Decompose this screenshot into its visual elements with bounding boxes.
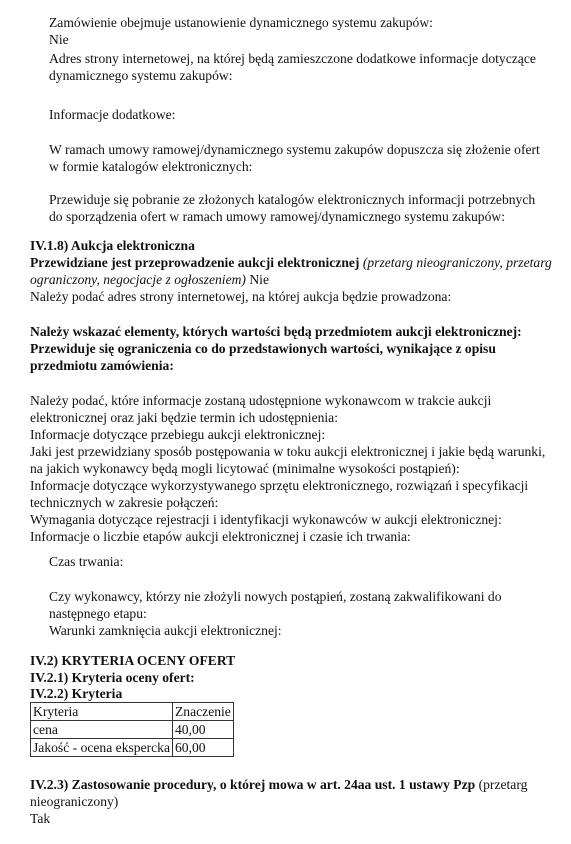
table-cell: 40,00: [173, 721, 234, 739]
auction-address-label: Należy podać adres strony internetowej, na której aukcja będzie prowadzona:: [30, 289, 452, 304]
auction-info-line: Informacje o liczbie etapów aukcji elektronicznej i czasie ich trwania:: [30, 529, 411, 544]
auction-closing-label: Warunki zamknięcia aukcji elektronicznej:: [49, 623, 282, 638]
auction-heading: IV.1.8) Aukcja elektroniczna: [30, 238, 195, 253]
criteria-sub1: IV.2.1) Kryteria oceny ofert:: [30, 670, 195, 685]
auction-elements-label: Należy wskazać elementy, których wartości będą przedmiotem aukcji elektronicznej:: [30, 324, 522, 339]
table-cell: cena: [31, 721, 173, 739]
dsz-label: Zamówienie obejmuje ustanowienie dynamicznego systemu zakupów:: [49, 15, 433, 30]
procedure-value: Tak: [30, 811, 51, 826]
auction-info-line: Informacje dotyczące wykorzystywanego sprzętu elektronicznego, rozwiązań i specyfikacji technicznych w zakresie połączeń:: [30, 478, 529, 510]
table-header-row: [31, 703, 234, 721]
criteria-table: [30, 702, 234, 757]
criteria-sub2: IV.2.2) Kryteria: [30, 686, 123, 701]
auction-duration-label: Czas trwania:: [49, 554, 124, 569]
auction-planned: [30, 254, 557, 288]
procedure-note: (przetarg nieograniczony): [30, 777, 528, 809]
auction-planned-note: (przetarg nieograniczony, przetarg ograniczony, negocjacje z ogłoszeniem): [30, 255, 552, 287]
table-header-cell: Znaczenie: [173, 703, 234, 721]
table-cell: Jakość - ocena ekspercka: [31, 739, 173, 757]
auction-info-list: [30, 392, 557, 545]
table-header-cell: Kryteria: [31, 703, 173, 721]
table-cell: 60,00: [173, 739, 234, 757]
procedure-block: [30, 776, 557, 810]
auction-qualify-label: Czy wykonawcy, którzy nie złożyli nowych postąpień, zostaną zakwalifikowani do następnego etapu:: [49, 589, 502, 621]
dsz-address-label: Adres strony internetowej, na której będą zamieszczone dodatkowe informacje dotyczące dynamicznego systemu zakupów:: [49, 51, 536, 83]
table-row: [31, 739, 234, 757]
criteria-heading: IV.2) KRYTERIA OCENY OFERT: [30, 653, 236, 668]
auction-info-line: Wymagania dotyczące rejestracji i identyfikacji wykonawców w aukcji elektronicznej:: [30, 512, 502, 527]
dsz-download-text: Przewiduje się pobranie ze złożonych katalogów elektronicznych informacji potrzebnych do sporządzenia ofert w ramach umowy ramowej/dynamicznego systemu zakupów:: [49, 192, 536, 224]
dsz-info-label: Informacje dodatkowe:: [49, 107, 176, 122]
auction-info-line: Informacje dotyczące przebiegu aukcji elektronicznej:: [30, 427, 326, 442]
auction-limits-label: Przewiduje się ograniczenia co do przedstawionych wartości, wynikające z opisu przedmiotu zamówienia:: [30, 341, 496, 373]
dsz-value: Nie: [49, 32, 69, 47]
table-row: [31, 721, 234, 739]
auction-planned-label: Przewidziane jest przeprowadzenie aukcji elektronicznej: [30, 255, 360, 270]
dsz-catalog-text: W ramach umowy ramowej/dynamicznego systemu zakupów dopuszcza się złożenie ofert w formie katalogów elektronicznych:: [49, 142, 540, 174]
auction-info-line: Należy podać, które informacje zostaną udostępnione wykonawcom w trakcie aukcji elektronicznej oraz jaki będzie termin ich udostępnienia:: [30, 393, 492, 425]
auction-planned-value: Nie: [249, 272, 269, 287]
procedure-heading: IV.2.3) Zastosowanie procedury, o której mowa w art. 24aa ust. 1 ustawy Pzp: [30, 777, 476, 792]
auction-info-line: Jaki jest przewidziany sposób postępowania w toku aukcji elektronicznej i jakie będą warunki, na jakich wykonawcy będą mogli licytować (minimalne wysokości postąpień):: [30, 444, 546, 476]
